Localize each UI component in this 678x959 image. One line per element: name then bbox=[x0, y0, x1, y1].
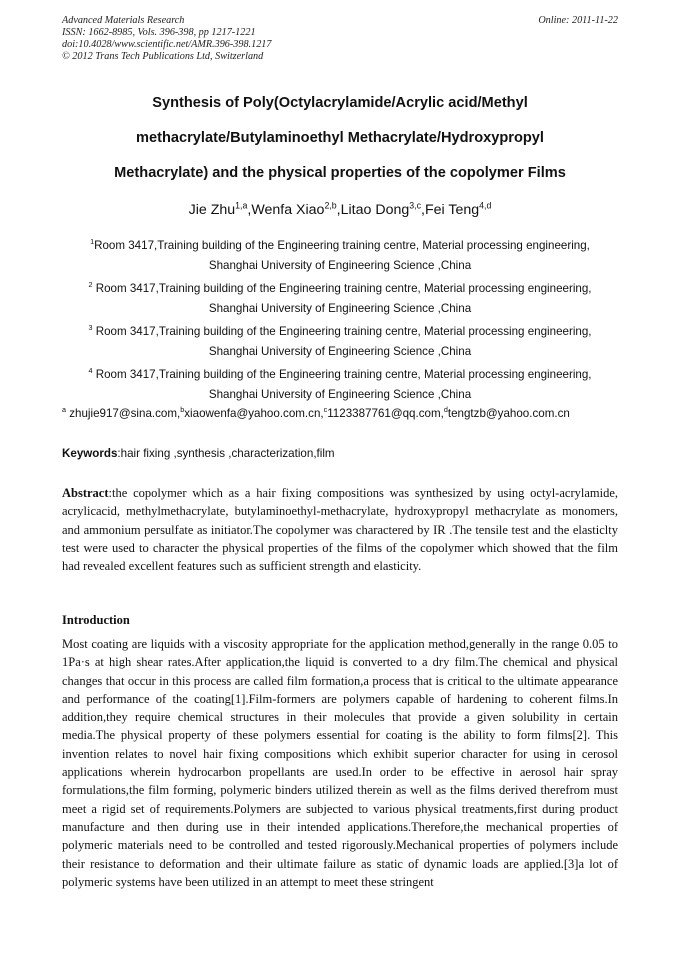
affiliation: $^1$Room 3417,Training building of the Engineering training centre, Material processing engineering, Shanghai University of Engineering Science ,China bbox=[90, 237, 590, 272]
journal-header bbox=[62, 15, 618, 63]
abstract-label: Abstract bbox=[62, 486, 109, 500]
affiliation: $^4$ Room 3417,Training building of the Engineering training centre, Material processing engineering, Shanghai University of Engineering Science ,China bbox=[88, 366, 592, 401]
email: $^c$1123387761@qq.com, bbox=[323, 405, 444, 420]
keywords-text: :hair fixing ,synthesis ,characterization,film bbox=[117, 447, 335, 460]
title-line-3: Methacrylate) and the physical properties of the copolymer Films bbox=[114, 165, 566, 181]
doi-line: doi:10.4028/www.scientific.net/AMR.396-398.1217 bbox=[62, 39, 272, 50]
abstract bbox=[62, 484, 618, 575]
abstract-text: :the copolymer which as a hair fixing compositions was synthesized by using octyl-acrylamide, acrylicacid, methylmethacrylate, butylaminoethyl-methacrylate, hydroxypropyl methacrylate as monomers, and ammonium persulfate as initiator.The copolymer was charactered by IR .The tensile test and the elasticlty test were used to character the physical properties of the films of the copolymer which showed that the film had revealed excellent features such as sufficient strength and elasticity. bbox=[62, 486, 618, 574]
keywords bbox=[62, 445, 618, 463]
introduction-heading: Introduction bbox=[62, 613, 130, 627]
author-emails bbox=[62, 405, 618, 423]
author: Wenfa Xiao$^{2,b}$, bbox=[251, 200, 341, 218]
email: $^d$tengtzb@yahoo.com.cn bbox=[443, 405, 570, 420]
title-line-1: Synthesis of Poly(Octylacrylamide/Acrylic acid/Methyl bbox=[152, 95, 528, 111]
title-line-2: methacrylate/Butylaminoethyl Methacrylate/Hydroxypropyl bbox=[136, 130, 544, 146]
affiliations bbox=[62, 236, 618, 408]
email: $^b$xiaowenfa@yahoo.com.cn, bbox=[180, 405, 324, 420]
email: $^a$ zhujie917@sina.com, bbox=[62, 405, 181, 420]
author: Fei Teng$^{4,d}$ bbox=[424, 200, 492, 218]
issn-line: ISSN: 1662-8985, Vols. 396-398, pp 1217-1221 bbox=[62, 27, 256, 38]
affiliation: $^2$ Room 3417,Training building of the Engineering training centre, Material processing engineering, Shanghai University of Engineering Science ,China bbox=[88, 280, 592, 315]
online-date: Online: 2011-11-22 bbox=[538, 15, 618, 26]
copyright-line: © 2012 Trans Tech Publications Ltd, Switzerland bbox=[62, 51, 264, 62]
paper-title bbox=[62, 86, 618, 191]
introduction-text: Most coating are liquids with a viscosity appropriate for the application method,generally in the range 0.05 to 1Pa·s at high shear rates.After application,the liquid is converted to a dry film.The chemical and physical changes that occur in this process are called film formation,a process that is critical to the ultimate appearance and performance of the coating[1].Film-formers are polymers capable of hardening to coherent films.In addition,they require chemical structures in their molecules that provide a given solubility in certain media.The physical property of these polymers essential for coating is the ability to form films[2]. This invention relates to novel hair fixing compositions which exhibit superior character for using in cerosol applications wherein hydrocarbon propellants are used.In order to be effective in aerosol hair spray formulations,the film forming, polymeric binders utilized therein as well as the films derived therefrom must meet a rigid set of requirements.Polymers are subjected to various physical treatments,first during product manufacture and then during use in their intended applications.Therefore,the mechanical properties of polymeric materials need to be controlled and tested rigorously.Mechanical properties of polymers include their resistance to deformation and their ultimate failure as static of dynamic loads are applied.[3]a lot of polymeric systems have been utilized in an attempt to meet these stringent bbox=[62, 637, 618, 889]
journal-name: Advanced Materials Research bbox=[62, 15, 185, 26]
author: Jie Zhu$^{1,a}$, bbox=[188, 200, 252, 218]
keywords-label: Keywords bbox=[62, 447, 118, 460]
author: Litao Dong$^{3,c}$, bbox=[340, 200, 425, 218]
affiliation: $^3$ Room 3417,Training building of the Engineering training centre, Material processing engineering, Shanghai University of Engineering Science ,China bbox=[88, 323, 592, 358]
author-list bbox=[62, 200, 618, 220]
